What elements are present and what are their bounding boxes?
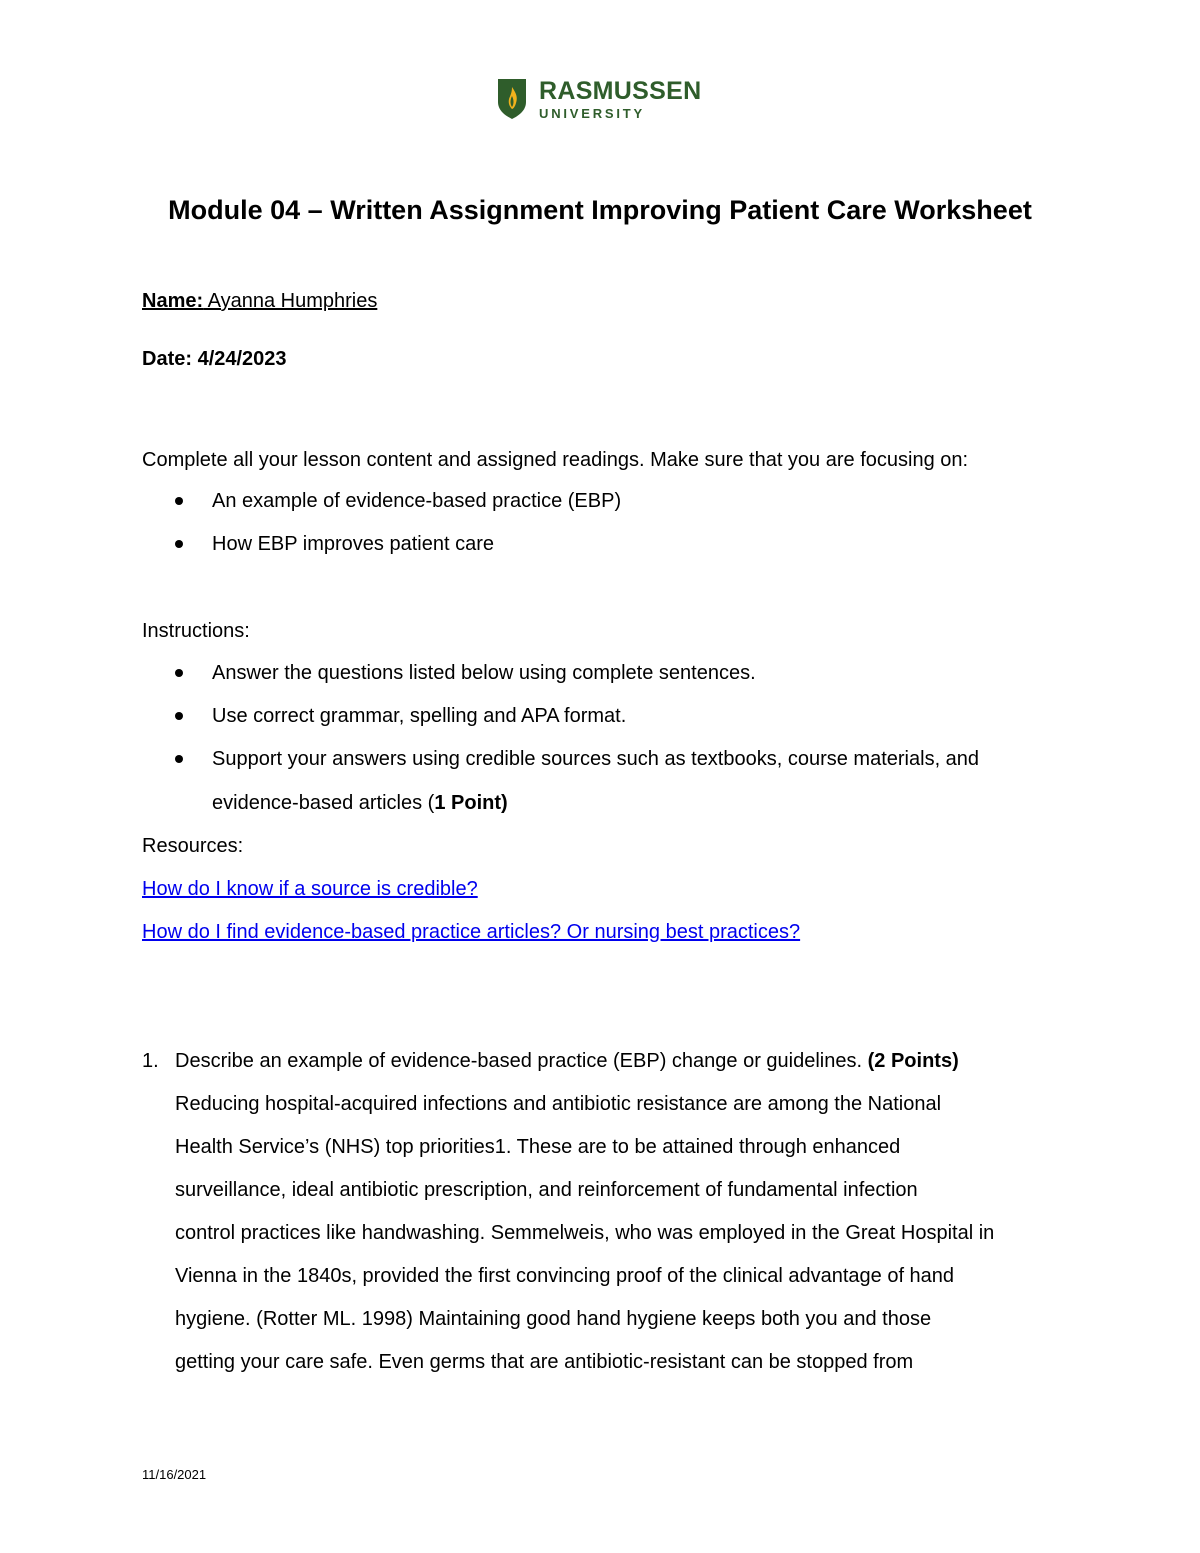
bullet-icon (175, 669, 183, 677)
answer-line: control practices like handwashing. Semmelweis, who was employed in the Great Hospital in (175, 1222, 995, 1244)
instruction-continuation-text: evidence-based articles ( (212, 792, 435, 814)
name-row (142, 289, 377, 313)
bullet-icon (175, 497, 183, 505)
question-text: Describe an example of evidence-based practice (EBP) change or guidelines. (175, 1050, 868, 1072)
answer-line: surveillance, ideal antibiotic prescription, and reinforcement of fundamental infection (175, 1179, 918, 1201)
bullet-icon (175, 712, 183, 720)
question-points: (2 Points) (867, 1050, 959, 1072)
answer-line: Reducing hospital-acquired infections and antibiotic resistance are among the National (175, 1093, 942, 1115)
name-value: Ayanna Humphries (203, 290, 378, 312)
bullet-icon (175, 540, 183, 548)
instruction-item: Use correct grammar, spelling and APA format. (212, 705, 627, 727)
question-1 (175, 1049, 959, 1073)
instruction-item: Support your answers using credible sources such as textbooks, course materials, and (212, 748, 980, 770)
logo-subtitle: UNIVERSITY (539, 105, 646, 121)
logo-name: RASMUSSEN (539, 76, 702, 105)
resources-heading: Resources: (142, 835, 244, 857)
instructions-heading: Instructions: (142, 620, 250, 642)
resource-link-ebp-articles[interactable]: How do I find evidence-based practice articles? Or nursing best practices? (142, 921, 801, 943)
document-title: Module 04 – Written Assignment Improving Patient Care Worksheet (168, 195, 1032, 225)
answer-line: Health Service’s (NHS) top priorities1. These are to be attained through enhanced (175, 1136, 901, 1158)
intro-text: Complete all your lesson content and assigned readings. Make sure that you are focusing on: (142, 449, 969, 471)
instruction-item: Answer the questions listed below using complete sentences. (212, 662, 756, 684)
name-label: Name: (142, 290, 204, 312)
focus-item: How EBP improves patient care (212, 533, 494, 555)
bullet-icon (175, 755, 183, 763)
resource-link-credible-source[interactable]: How do I know if a source is credible? (142, 878, 478, 900)
footer-date: 11/16/2021 (142, 1467, 207, 1482)
focus-item: An example of evidence-based practice (EBP) (212, 490, 622, 512)
answer-line: Vienna in the 1840s, provided the first convincing proof of the clinical advantage of hand (175, 1265, 955, 1287)
date-label: Date: 4/24/2023 (142, 348, 287, 370)
question-number: 1. (142, 1050, 159, 1072)
shield-icon (497, 78, 527, 120)
instruction-continuation (212, 791, 508, 815)
points-label: 1 Point) (434, 792, 508, 814)
university-logo (497, 78, 701, 120)
answer-line: getting your care safe. Even germs that are antibiotic-resistant can be stopped from (175, 1351, 914, 1373)
answer-line: hygiene. (Rotter ML. 1998) Maintaining good hand hygiene keeps both you and those (175, 1308, 932, 1330)
